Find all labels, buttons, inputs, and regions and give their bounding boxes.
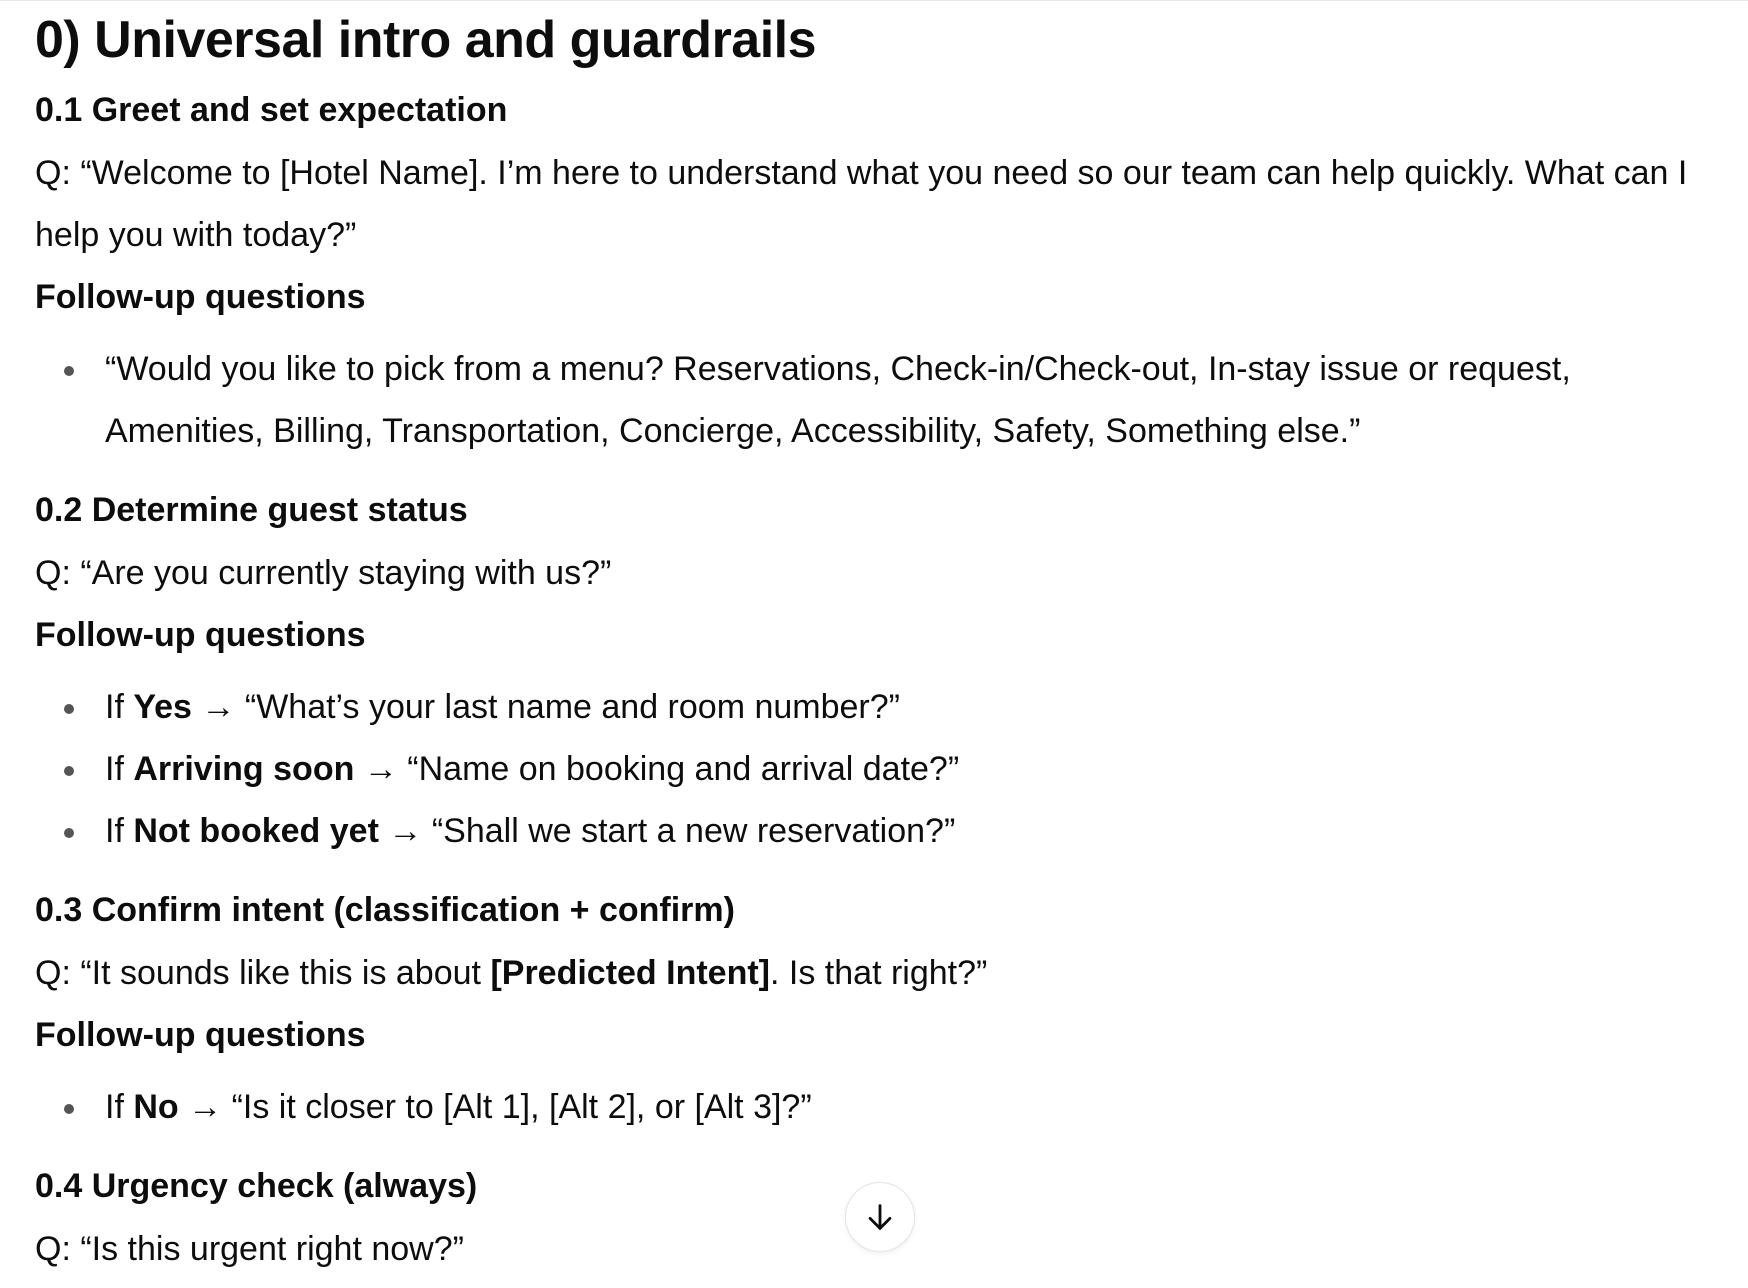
list-item-prefix: If xyxy=(105,812,134,850)
list-item-condition: Arriving soon xyxy=(133,750,355,788)
question-suffix: . Is that right?” xyxy=(770,954,988,992)
page-title: 0) Universal intro and guardrails xyxy=(35,11,817,69)
list-item-prefix: If xyxy=(105,1088,134,1126)
section-heading-0-3: 0.3 Confirm intent (classification + confirm) xyxy=(35,891,735,929)
list-item-prefix: If xyxy=(105,688,134,726)
arrow-down-icon xyxy=(863,1200,897,1234)
scroll-to-bottom-button[interactable] xyxy=(845,1182,915,1252)
list-item-text: “Name on booking and arrival date?” xyxy=(407,750,960,788)
list-item-condition: Yes xyxy=(133,688,192,726)
list-item-text: “Is it closer to [Alt 1], [Alt 2], or [Alt 3]?” xyxy=(231,1088,812,1126)
section-heading-0-4: 0.4 Urgency check (always) xyxy=(35,1167,478,1205)
question-placeholder: [Predicted Intent] xyxy=(490,954,771,992)
list-item xyxy=(35,338,1715,462)
section-0-4-question: Q: “Is this urgent right now?” xyxy=(35,1230,464,1268)
arrow-right-icon: → xyxy=(178,1088,232,1126)
section-0-2-followup-list xyxy=(35,676,1715,862)
list-item-text: “Shall we start a new reservation?” xyxy=(431,812,956,850)
section-0-2-followup-label: Follow-up questions xyxy=(35,616,366,654)
arrow-right-icon: → xyxy=(354,750,408,788)
list-item-text: “What’s your last name and room number?” xyxy=(244,688,900,726)
section-0-1-question: Q: “Welcome to [Hotel Name]. I’m here to understand what you need so our team can help quickly. What can I help you with today?” xyxy=(35,154,1688,254)
list-item xyxy=(35,800,1715,862)
list-item xyxy=(35,738,1715,800)
section-0-1-followup-list xyxy=(35,338,1715,462)
section-0-2-question: Q: “Are you currently staying with us?” xyxy=(35,554,612,592)
list-item xyxy=(35,676,1715,738)
question-prefix: Q: “It sounds like this is about xyxy=(35,954,491,992)
list-item-condition: Not booked yet xyxy=(133,812,379,850)
section-heading-0-1: 0.1 Greet and set expectation xyxy=(35,91,508,129)
section-heading-0-2: 0.2 Determine guest status xyxy=(35,491,468,529)
arrow-right-icon: → xyxy=(191,688,245,726)
list-item-text: “Would you like to pick from a menu? Reservations, Check-in/Check-out, In-stay issue or request, Amenities, Billing, Transportation, Concierge, Accessibility, Safety, Something else.” xyxy=(105,350,1571,450)
section-0-1-followup-label: Follow-up questions xyxy=(35,278,366,316)
list-item xyxy=(35,1076,1715,1138)
arrow-right-icon: → xyxy=(378,812,432,850)
section-0-3-followup-label: Follow-up questions xyxy=(35,1016,366,1054)
section-0-3-followup-list xyxy=(35,1076,1715,1138)
section-0-3-question xyxy=(35,942,1715,1004)
list-item-condition: No xyxy=(133,1088,179,1126)
list-item-prefix: If xyxy=(105,750,134,788)
document-content xyxy=(35,0,1715,1280)
